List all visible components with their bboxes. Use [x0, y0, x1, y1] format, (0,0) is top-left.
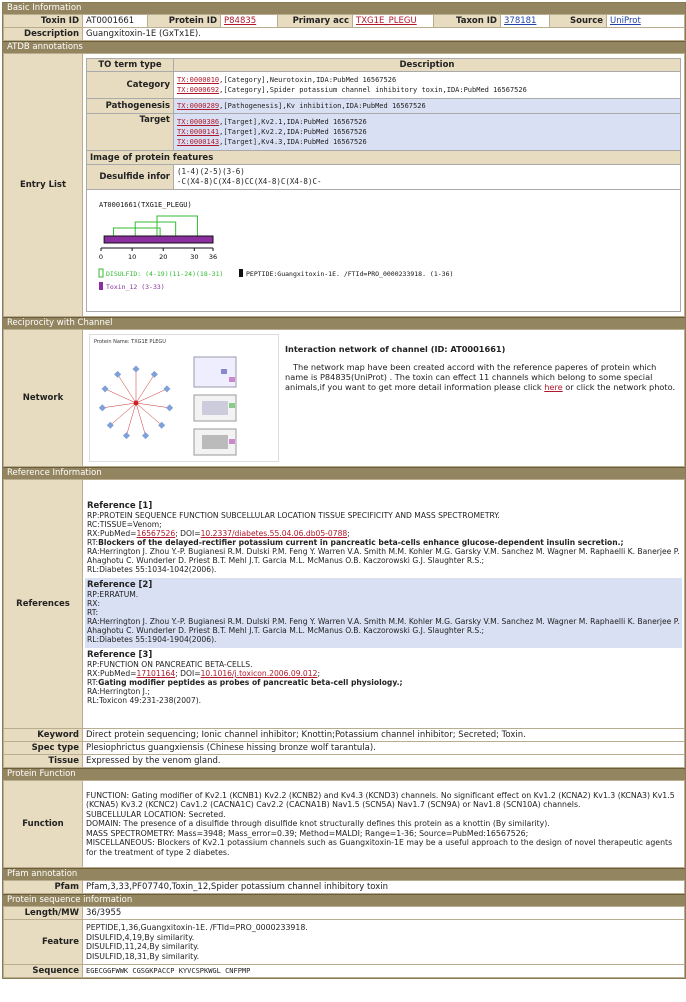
- desulfide-pattern: (1-4)(2-5)(3-6): [177, 167, 245, 176]
- network-channel-node: [114, 371, 121, 378]
- section-header-atdb: ATDB annotations: [3, 41, 685, 53]
- desulfide-motif: -C(X4-8)C(X4-8)CC(X4-8)C(X4-8)C-: [177, 177, 322, 186]
- thumb-grid-bottom: [194, 429, 236, 455]
- disulfide-bond: [113, 228, 160, 236]
- network-label: Network: [4, 330, 83, 467]
- section-header-basic: Basic Information: [3, 3, 685, 14]
- tissue-value: Expressed by the venom gland.: [83, 755, 685, 768]
- to-term-header: TO term type: [87, 59, 174, 72]
- network-channel-node: [102, 385, 109, 392]
- function-line: MISCELLANEOUS: Blockers of Kv2.1 potassium channels such as Guangxitoxin-1E may be a useful approach to the design of novel therapeutic agents for the treatment of type 2 diabetes.: [86, 838, 673, 857]
- toxin-id-label: Toxin ID: [4, 15, 83, 28]
- network-toxin-node: [134, 401, 139, 406]
- feature-title: AT0001661(TXG1E_PLEGU): [99, 201, 192, 209]
- source-label: Source: [550, 15, 607, 28]
- protein-id-link[interactable]: P84835: [224, 16, 257, 26]
- network-channel-node: [142, 432, 149, 439]
- pathogenesis-label: Pathogenesis: [87, 99, 174, 114]
- basic-info-table: [3, 14, 685, 41]
- protein-feature-diagram: [87, 190, 669, 308]
- axis-tick-label: 20: [159, 253, 168, 261]
- sequence-table: [3, 906, 685, 978]
- sequence-value: EGECGGFWWK CGSGKPACCP KYVCSPKWGL CNFPMP: [83, 965, 685, 978]
- to-term-table: [86, 58, 681, 312]
- feature-line: DISULFID,11,24,By similarity.: [86, 942, 200, 951]
- network-edge: [126, 403, 136, 436]
- section-header-reciprocity: Reciprocity with Channel: [3, 317, 685, 329]
- axis-tick-label: 0: [98, 253, 104, 261]
- desulfide-label: Desulfide infor: [87, 165, 174, 190]
- entry-list-label: Entry List: [4, 54, 83, 317]
- description-header: Description: [174, 59, 681, 72]
- disulfide-bonds: [113, 216, 197, 236]
- reference-3: Reference [3] RP:FUNCTION ON PANCREATIC BETA-CELLS. RX:PubMed=17101164; DOI=10.1016/j.toxicon.2006.09.012; RT:Gating modifier peptides as probes of pancreatic beta-cell physiology.; RA:Herrington J.; RL:Toxicon 49:231-238(2007).: [85, 648, 682, 709]
- legend-toxin: Toxin_12 (3-33): [106, 283, 165, 291]
- image-header: Image of protein features: [87, 151, 681, 165]
- legend-disulfid-swatch: [99, 269, 103, 277]
- category-entry: TX:0000010,[Category],Neurotoxin,IDA:PubMed 16567526: [177, 76, 397, 84]
- reference-title: Reference [2]: [87, 580, 153, 590]
- network-graph: [99, 365, 173, 439]
- keyword-value: Direct protein sequencing; Ionic channel inhibitor; Knottin;Potassium channel inhibitor; Secreted; Toxin.: [83, 729, 685, 742]
- function-line: SUBCELLULAR LOCATION: Secreted.: [86, 809, 226, 819]
- function-line: MASS SPECTROMETRY: Mass=3948; Mass_error=0.39; Method=MALDI; Range=1-36; Source=PubMed:16567526;: [86, 828, 529, 838]
- term-link[interactable]: TX:0000143: [177, 138, 220, 146]
- peptide-bar: [104, 236, 213, 243]
- tissue-label: Tissue: [4, 755, 83, 768]
- network-table: [3, 329, 685, 467]
- section-header-sequence: Protein sequence information: [3, 894, 685, 906]
- here-link[interactable]: here: [544, 382, 563, 392]
- network-channel-node: [163, 385, 170, 392]
- pubmed-link[interactable]: 17101164: [136, 669, 176, 678]
- feature-line: DISULFID,4,19,By similarity.: [86, 932, 195, 942]
- function-label: Function: [4, 781, 83, 868]
- section-header-reference: Reference Information: [3, 467, 685, 479]
- function-line: DOMAIN: The presence of a disulfide through disulfide knot structurally defines this protein as a knottin (By similarity).: [86, 819, 550, 829]
- term-link[interactable]: TX:0000010: [177, 76, 220, 84]
- network-title: Interaction network of channel (ID: AT0001661): [285, 344, 506, 354]
- term-link[interactable]: TX:0000141: [177, 128, 220, 136]
- target-entry: TX:0000386,[Target],Kv2.1,IDA:PubMed 16567526: [177, 118, 367, 126]
- network-channel-node: [132, 365, 139, 372]
- section-header-pfam: Pfam annotation: [3, 868, 685, 880]
- feature-line: DISULFID,18,31,By similarity.: [86, 951, 200, 961]
- network-channel-node: [151, 371, 158, 378]
- toxin-id-value: AT0001661: [83, 15, 148, 28]
- legend-disulfid: DISULFID: (4-19)(11-24)(18-31): [106, 270, 224, 278]
- disulfide-bond: [135, 222, 175, 236]
- legend-toxin-swatch: [99, 282, 103, 290]
- pfam-label: Pfam: [4, 881, 83, 894]
- pfam-table: [3, 880, 685, 894]
- taxon-id-link[interactable]: 378181: [504, 16, 537, 26]
- reference-article-title: Blockers of the delayed-rectifier potassium current in pancreatic beta-cells enhance glucose-dependent insulin secretion.;: [98, 538, 624, 547]
- legend-peptide-swatch: [239, 269, 243, 277]
- reference-2: Reference [2] RP:ERRATUM. RX: RT: RA:Herrington J. Zhou Y.-P. Bugianesi R.M. Dulski P.M. Feng Y. Warren V.A. Smith M.M. Kohler M.G. Garsky V.M. Sanchez M. Wagner M. Raphaelli K. Banerjee P. Ahaghotu C. Wunderler D. Priest B.T. Mehl J.T. Garcia M.L. McManus O.B. Kaczorowski G.J. Slaughter R.S.; RL:Diabetes 55:1904-1904(2006).: [85, 578, 682, 648]
- primary-acc-link[interactable]: TXG1E_PLEGU: [356, 16, 417, 26]
- references-label: References: [4, 480, 83, 729]
- axis-ticks: [99, 248, 217, 261]
- pfam-value: Pfam,3,33,PF07740,Toxin_12,Spider potassium channel inhibitory toxin: [83, 881, 685, 894]
- spec-type-label: Spec type: [4, 742, 83, 755]
- reference-article-title: Gating modifier peptides as probes of pancreatic beta-cell physiology.;: [98, 678, 403, 687]
- page-container: [2, 2, 686, 979]
- keyword-label: Keyword: [4, 729, 83, 742]
- feature-line: PEPTIDE,1,36,Guangxitoxin-1E. /FTId=PRO_0000233918.: [86, 923, 308, 932]
- term-link[interactable]: TX:0000692: [177, 86, 220, 94]
- axis-tick-label: 30: [190, 253, 199, 261]
- legend-peptide: PEPTIDE:Guangxitoxin-1E. /FTId=PRO_0000233918. (1-36): [246, 270, 454, 278]
- network-thumbnail[interactable]: [89, 334, 279, 462]
- axis-tick-label: 36: [208, 253, 218, 261]
- length-value: 36/3955: [83, 907, 685, 920]
- category-entry: TX:0000692,[Category],Spider potassium channel inhibitory toxin,IDA:PubMed 16567526: [177, 86, 527, 94]
- term-link[interactable]: TX:0000386: [177, 118, 220, 126]
- reference-table: [3, 479, 685, 768]
- length-label: Length/MW: [4, 907, 83, 920]
- axis-tick-label: 10: [127, 253, 137, 261]
- target-label: Target: [87, 114, 174, 151]
- thumb-protein-name: Protein Name: TXG1E PLEGU: [94, 339, 166, 345]
- disulfide-bond: [157, 216, 197, 236]
- network-channel-node: [166, 404, 173, 411]
- network-edge: [136, 403, 146, 436]
- primary-acc-label: Primary acc: [278, 15, 353, 28]
- doi-link[interactable]: 10.2337/diabetes.55.04.06.db05-0788: [200, 529, 348, 538]
- reference-title: Reference [3]: [87, 650, 153, 660]
- sequence-label: Sequence: [4, 965, 83, 978]
- source-link[interactable]: UniProt: [610, 16, 641, 26]
- description-value: Guangxitoxin-1E (GxTx1E).: [83, 28, 685, 41]
- function-line: FUNCTION: Gating modifier of Kv2.1 (KCNB1) Kv2.2 (KCNB2) and Kv4.3 (KCND3) channels. No significant effect on Kv1.2 (KCNA2) Kv1.3 (KCNA3) Kv1.5 (KCNA5) Kv3.2 (KCNC2) Cav1.2 (CACNA1C) Cav2.2 (CACNA1B) Nav1.5 (SCN5A) Nav1.7 (SCN9A) or Nav1.8 (SCN10A) channels.: [86, 790, 675, 810]
- pubmed-link[interactable]: 16567526: [136, 529, 176, 538]
- doi-link[interactable]: 10.1016/j.toxicon.2006.09.012: [200, 669, 318, 678]
- thumb-grid-top: [194, 357, 236, 387]
- reference-title: Reference [1]: [87, 501, 153, 511]
- network-description: The network map have been created accord with the reference paperes of protein which name is P84835(UniProt) . The toxin can effect 11 channels which belong to some special animals,if you want to get more detail information please click here or click the network photo.: [285, 362, 676, 392]
- network-channel-node: [99, 404, 106, 411]
- spec-type-value: Plesiophrictus guangxiensis (Chinese hissing bronze wolf tarantula).: [83, 742, 685, 755]
- category-label: Category: [87, 72, 174, 99]
- term-link[interactable]: TX:0000289: [177, 102, 220, 110]
- atdb-table: [3, 53, 685, 317]
- target-entry: TX:0000141,[Target],Kv2.2,IDA:PubMed 16567526: [177, 128, 367, 136]
- section-header-function: Protein Function: [3, 768, 685, 780]
- network-channel-node: [123, 432, 130, 439]
- protein-id-label: Protein ID: [148, 15, 221, 28]
- target-entry: TX:0000143,[Target],Kv4.3,IDA:PubMed 16567526: [177, 138, 367, 146]
- description-label: Description: [4, 28, 83, 41]
- pathogenesis-entry: TX:0000289,[Pathogenesis],Kv inhibition,IDA:PubMed 16567526: [177, 102, 426, 110]
- feature-label: Feature: [4, 920, 83, 965]
- reference-1: Reference [1] RP:PROTEIN SEQUENCE FUNCTION SUBCELLULAR LOCATION TISSUE SPECIFICITY AND MASS SPECTROMETRY. RC:TISSUE=Venom; RX:PubMed=16567526; DOI=10.2337/diabetes.55.04.06.db05-0788; RT:Blockers of the delayed-rectifier potassium current in pancreatic beta-cells enhance glucose-dependent insulin secretion.; RA:Herrington J. Zhou Y.-P. Bugianesi R.M. Dulski P.M. Feng Y. Warren V.A. Smith M.M. Kohler M.G. Garsky V.M. Sanchez M. Wagner M. Raphaelli K. Banerjee P. Ahaghotu C. Wunderler D. Priest B.T. Mehl J.T. Garcia M.L. McManus O.B. Kaczorowski G.J. Slaughter R.S.; RL:Diabetes 55:1034-1042(2006).: [87, 501, 680, 574]
- thumb-grid-middle: [194, 395, 236, 421]
- function-table: [3, 780, 685, 868]
- taxon-id-label: Taxon ID: [434, 15, 501, 28]
